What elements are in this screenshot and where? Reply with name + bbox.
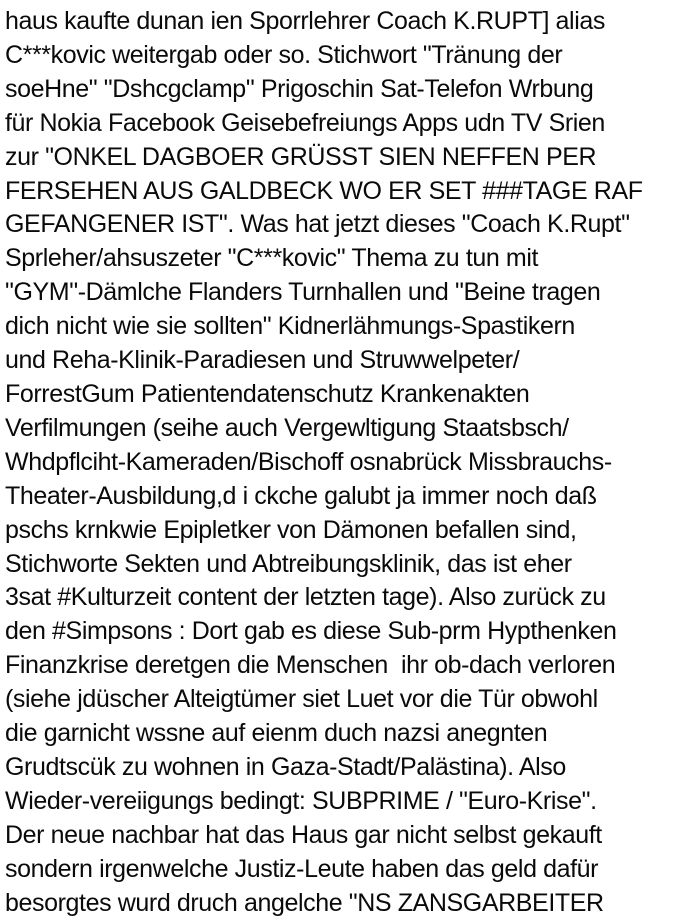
text-line-21: (siehe jdüscher Alteigtümer siet Luet vor die Tür obwohl — [5, 685, 598, 714]
text-line-9: "GYM"-Dämlche Flanders Turnhallen und "Beine tragen — [5, 278, 601, 307]
text-line-4: für Nokia Facebook Geisebefreiungs Apps udn TV Srien — [5, 108, 605, 137]
text-line-6: FERSEHEN AUS GALDBECK WO ER SET ###TAGE RAF — [5, 176, 643, 205]
text-line-7: GEFANGENER IST". Was hat jetzt dieses "Coach K.Rupt" — [5, 210, 630, 239]
text-line-12: ForrestGum Patientendatenschutz Krankenakten — [5, 379, 530, 408]
text-line-25: Der neue nachbar hat das Haus gar nicht selbst gekauft — [5, 820, 602, 849]
text-line-14: Whdpflciht-Kameraden/Bischoff osnabrück Missbrauchs- — [5, 447, 612, 476]
text-line-1: haus kaufte dunan ien Sporrlehrer Coach K.RUPT] alias — [5, 7, 605, 35]
text-line-5: zur "ONKEL DAGBOER GRÜSST SIEN NEFFEN PER — [5, 142, 597, 171]
text-line-24: Wieder-vereiigungs bedingt: SUBPRIME / "Euro-Krise". — [5, 786, 597, 815]
text-line-18: 3sat #Kulturzeit content der letzten tage). Also zurück zu — [5, 583, 606, 612]
text-line-11: und Reha-Klinik-Paradiesen und Struwwelpeter/ — [5, 346, 520, 375]
text-line-22: die garnicht wssne auf eienm duch nazsi anegnten — [5, 719, 548, 748]
text-line-26: sondern irgenwelche Justiz-Leute haben das geld dafür — [5, 854, 599, 883]
text-line-20: Finanzkrise deretgen die Menschen ihr ob-dach verloren — [5, 651, 616, 680]
text-line-15: Theater-Ausbildung,d i ckche galubt ja immer noch daß — [5, 481, 597, 510]
text-line-2: C***kovic weitergab oder so. Stichwort "Tränung der — [5, 40, 563, 69]
text-line-13: Verfilmungen (seihe auch Vergewltigung Staatsbsch/ — [5, 413, 569, 442]
text-line-23: Grudtscük zu wohnen in Gaza-Stadt/Palästina). Also — [5, 752, 566, 781]
text-line-19: den #Simpsons : Dort gab es diese Sub-prm Hypthenken — [5, 617, 617, 646]
text-line-10: dich nicht wie sie sollten" Kidnerlähmungs-Spastikern — [5, 312, 575, 341]
text-line-3: soeHne" "Dshcgclamp" Prigoschin Sat-Telefon Wrbung — [5, 74, 594, 103]
text-line-27: besorgtes wurd druch angelche "NS ZANSGARBEITER — [5, 888, 604, 917]
text-line-17: Stichworte Sekten und Abtreibungsklinik, das ist eher — [5, 549, 572, 578]
text-line-16: pschs krnkwie Epipletker von Dämonen befallen sind, — [5, 515, 577, 544]
text-line-8: Sprleher/ahsuszeter "C***kovic" Thema zu tun mit — [5, 244, 539, 273]
